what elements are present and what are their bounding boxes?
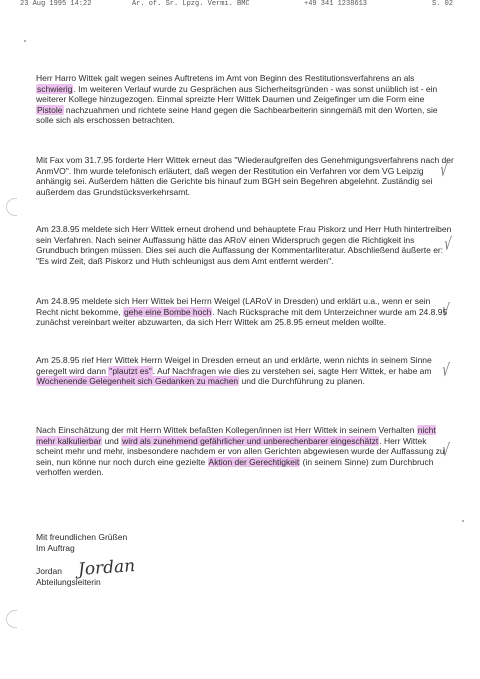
highlighted-text: wird als zunehmend gefährlicher und unberechenbarer eingeschätzt bbox=[122, 435, 379, 446]
highlighted-text: schwierig bbox=[37, 83, 73, 94]
highlighted-text: Pistole bbox=[37, 104, 63, 115]
paragraph-text bbox=[36, 296, 454, 328]
checkmark-annotation: √ bbox=[443, 233, 453, 256]
text-segment: und die Durchführung zu planen. bbox=[239, 376, 365, 387]
paragraph-4 bbox=[36, 296, 454, 328]
highlighted-text: gehe eine Bombe hoch bbox=[123, 306, 212, 317]
highlighted-text: Wochenende Gelegenheit sich Gedanken zu machen bbox=[37, 376, 239, 387]
checkmark-annotation: √ bbox=[441, 359, 451, 382]
closing-greeting: Mit freundlichen Grüßen bbox=[36, 532, 128, 542]
paragraph-text bbox=[36, 73, 454, 126]
text-segment: und bbox=[102, 435, 122, 446]
paragraph-2 bbox=[36, 155, 454, 197]
text-segment: Nach Einschätzung der mit Herrn Wittek befaßten Kollegen/innen ist Herr Wittek in seinem Verhalten bbox=[36, 425, 417, 435]
highlighted-text: nicht mehr kalkulierbar bbox=[36, 425, 436, 446]
highlighted-text: Aktion der Gerechtigkeit bbox=[208, 456, 300, 467]
text-segment: . Im weiteren Verlauf wurde zu Gesprächen aus Sicherheitsgründen - was sonst unüblich ist - ein weiterer Kollege hinzugezogen. Einmal spreizte Herr Wittek Daumen und Zeigefinger um die Form eine bbox=[36, 83, 438, 105]
text-segment: . Auf Nachfragen wie dies zu verstehen sei, sagte Herr Wittek, er habe am bbox=[152, 365, 432, 376]
highlighted-text: "plautzt es" bbox=[109, 365, 152, 376]
signatory-title: Abteilungsleiterin bbox=[36, 577, 101, 587]
punch-hole-mark bbox=[6, 610, 17, 628]
closing-on-behalf: Im Auftrag bbox=[36, 543, 75, 553]
paragraph-text bbox=[36, 155, 454, 197]
signatory-name: Jordan bbox=[36, 566, 62, 576]
fax-header-sender: Ar. of. Sr. Lpzg. Vermi. BMC bbox=[132, 0, 250, 8]
text-segment: Am 25.8.95 rief Herr Wittek Herrn Weigel in Dresden erneut an und erklärte, wenn nichts in seinem Sinne geregelt wird dann bbox=[36, 355, 432, 376]
text-segment: nachzuahmen und richtete seine Hand gegen die Sachbearbeiterin sinngemäß mit den Worten, sie solle sich als erschossen betrachten. bbox=[36, 104, 438, 126]
fax-header-date: 23 Aug 1995 14:22 bbox=[20, 0, 92, 8]
handwritten-signature: Jordan bbox=[77, 556, 136, 580]
checkmark-annotation: √ bbox=[441, 439, 451, 462]
paragraph-text bbox=[36, 224, 454, 266]
paragraph-1 bbox=[36, 73, 454, 126]
text-segment: (in seinem Sinne) zum Durchbruch verholfen werden. bbox=[36, 456, 434, 478]
text-segment: . Herr Wittek scheint mehr und mehr, insbesondere nachdem er von allen Gerichten abgewiesen wurde der Auffassung zu sein, nun könne nur noch durch eine gezielte bbox=[36, 435, 445, 467]
fax-transmission-header bbox=[14, 0, 474, 12]
checkmark-annotation: √ bbox=[439, 159, 449, 182]
fax-header-phone: +49 341 1238613 bbox=[304, 0, 368, 8]
fax-header-page: S. 02 bbox=[432, 0, 454, 8]
punch-hole-mark bbox=[6, 198, 17, 216]
scan-speck bbox=[462, 520, 464, 522]
paragraph-6 bbox=[36, 425, 454, 478]
text-segment: Am 24.8.95 meldete sich Herr Wittek bei Herrn Weigel (LARoV in Dresden) und erklärt u.a., wenn er sein Recht nicht bekomme, bbox=[36, 296, 431, 317]
checkmark-annotation: √ bbox=[441, 299, 451, 322]
paragraph-3 bbox=[36, 224, 454, 266]
paragraph-5 bbox=[36, 355, 454, 387]
scan-speck bbox=[24, 40, 26, 42]
text-segment: Mit Fax vom 31.7.95 forderte Herr Wittek erneut das "Wiederaufgreifen des Genehmigungsverfahrens nach der AnmVO". Ihm wurde telefonisch erläutert, daß wegen der Restitution ein Verfahren vor dem VG Leipzig anhängig sei. Außerdem hätten die Gerichte bis hinauf zum BGH sein Begehren abgelehnt. Zuständig sei außerdem das Grundstücksverkehrsamt. bbox=[36, 155, 454, 197]
paragraph-text bbox=[36, 355, 454, 387]
text-segment: Herr Harro Wittek galt wegen seines Auftretens im Amt von Beginn des Restitutionsverfahrens an als bbox=[36, 73, 415, 83]
text-segment: . Nach Rücksprache mit dem Unterzeichner wurde am 24.8.95 zunächst vereinbart weiter abzuwarten, da sich Herr Wittek am 25.8.95 erneut melden wollte. bbox=[36, 306, 448, 328]
text-segment: Am 23.8.95 meldete sich Herr Wittek erneut drohend und behauptete Frau Piskorz und Herr Huth hintertreiben sein Verfahren. Nach seiner Auffassung hätte das ARoV einen Widerspruch gegen die Richtigkeit ins Grundbuch bringen müssen. Dies sei auch die Auffassung der Kommentarliteratur. Abschließend äußerte er: "Es wird Zeit, daß Piskorz und Huth schleunigst aus dem Amt entfernt werden". bbox=[36, 224, 452, 266]
paragraph-text bbox=[36, 425, 454, 478]
